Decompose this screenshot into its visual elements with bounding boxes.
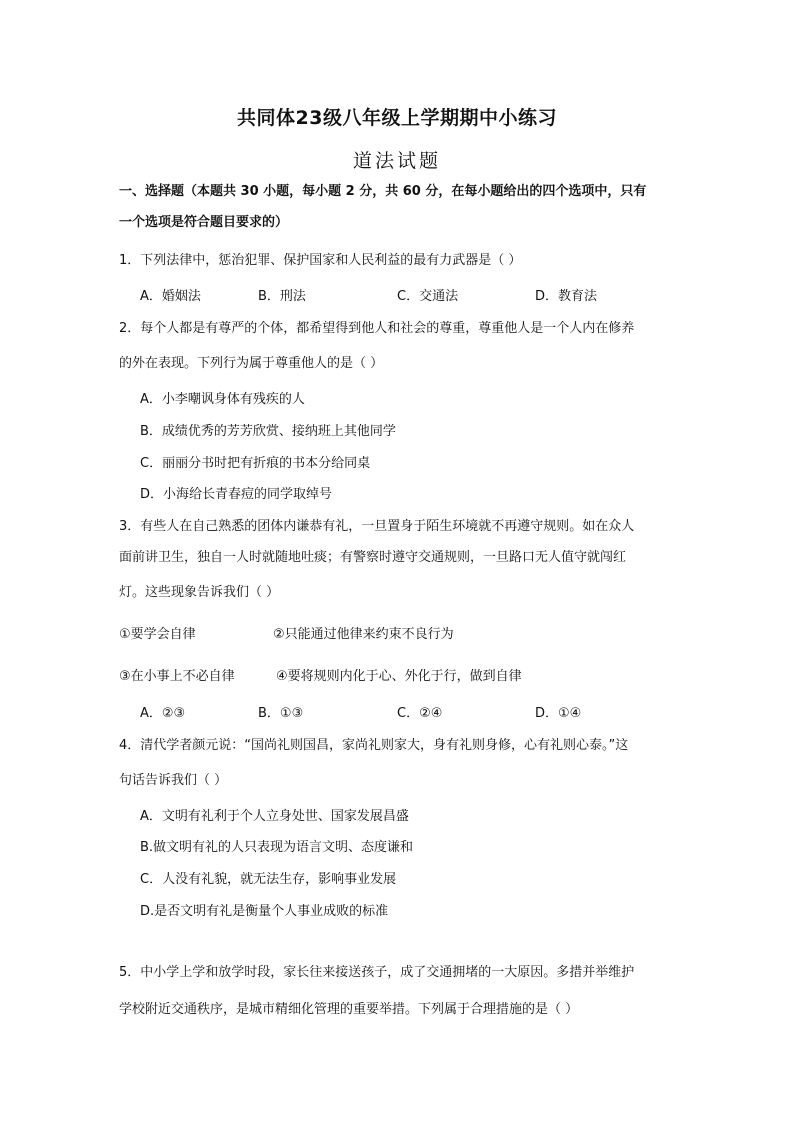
q3-item-4: ④要将规则内化于心、外化于行，做到自律 [276, 669, 522, 684]
q1-options [0, 288, 794, 306]
exam-subtitle: 道法试题 [352, 150, 441, 172]
q4-option-c: C．人没有礼貌，就无法生存，影响事业发展 [140, 872, 397, 887]
q2-stem-line1: 2．每个人都是有尊严的个体，都希望得到他人和社会的尊重，尊重他人是一个人内在修养 [119, 321, 635, 336]
q2-option-b: B．成绩优秀的芳芳欣赏、接纳班上其他同学 [140, 424, 396, 439]
section-instruction-line2: 一个选项是符合题目要求的） [119, 215, 289, 230]
q1-option-a: A．婚姻法 [140, 289, 201, 304]
q3-stem-line3: 灯。这些现象告诉我们（ ） [119, 585, 280, 600]
q1-option-d: D．教育法 [535, 289, 598, 304]
q2-option-c: C．丽丽分书时把有折痕的书本分给同桌 [140, 456, 371, 471]
q3-option-a: A．②③ [140, 706, 186, 721]
q3-option-c: C．②④ [397, 706, 443, 721]
q3-stem-line1: 3．有些人在自己熟悉的团体内谦恭有礼，一旦置身于陌生环境就不再遵守规则。如在众人 [119, 519, 635, 534]
q1-stem: 1．下列法律中，惩治犯罪、保护国家和人民利益的最有力武器是（ ） [119, 253, 522, 268]
q4-stem-line2: 句话告诉我们（ ） [119, 773, 228, 788]
exam-title: 共同体23级八年级上学期期中小练习 [237, 107, 557, 129]
q4-option-a: A．文明有礼利于个人立身处世、国家发展昌盛 [140, 809, 409, 824]
q5-stem-line2: 学校附近交通秩序，是城市精细化管理的重要举措。下列属于合理措施的是（ ） [119, 1002, 579, 1017]
q3-options [0, 705, 794, 723]
q3-item-2: ②只能通过他律来约束不良行为 [273, 627, 454, 642]
q3-stem-line2: 面前讲卫生，独自一人时就随地吐痰；有警察时遵守交通规则，一旦路口无人值守就闯红 [119, 550, 627, 565]
q3-option-d: D．①④ [535, 706, 582, 721]
q1-option-b: B．刑法 [258, 289, 306, 304]
q2-option-a: A．小李嘲讽身体有残疾的人 [140, 392, 305, 407]
q2-option-d: D．小海给长青春痘的同学取绰号 [140, 487, 333, 502]
q2-stem-line2: 的外在表现。下列行为属于尊重他人的是（ ） [119, 356, 384, 371]
q1-option-c: C．交通法 [397, 289, 459, 304]
q5-stem-line1: 5．中小学上学和放学时段，家长往来接送孩子，成了交通拥堵的一大原因。多措并举维护 [119, 965, 635, 980]
q3-item-1: ①要学会自律 [119, 627, 196, 642]
section-instruction-line1: 一、选择题（本题共 30 小题，每小题 2 分，共 60 分，在每小题给出的四个选项中，只有 [119, 184, 647, 199]
q4-option-b: B.做文明有礼的人只表现为语言文明、态度谦和 [140, 840, 414, 855]
q3-option-b: B．①③ [258, 706, 304, 721]
q4-option-d: D.是否文明有礼是衡量个人事业成败的标准 [140, 904, 389, 919]
q4-stem-line1: 4．清代学者颜元说：“国尚礼则国昌，家尚礼则家大，身有礼则身修，心有礼则心泰。”这 [119, 738, 629, 753]
q3-item-3: ③在小事上不必自律 [119, 669, 235, 684]
